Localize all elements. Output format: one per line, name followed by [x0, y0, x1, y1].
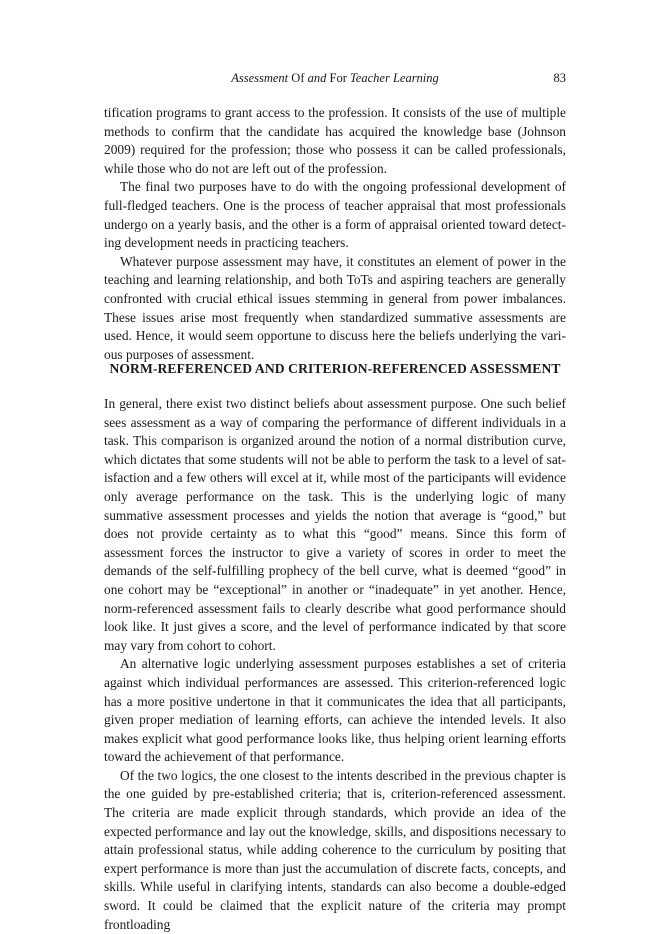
section-heading: NORM-REFERENCED AND CRITERION-REFERENCED ASSESSMENT	[109, 361, 561, 376]
paragraph: Of the two logics, the one closest to the intents described in the previous chapter is the one guided by pre-established criteria; that is, criterion-referenced assessment. The criteria are made explicit through standards, which provide an idea of the expected performance and lay out the knowledge, skills, and dispositions necessary to attain professional status, while adding coherence to the curriculum by positing that expert performance is more than just the accumulation of discrete facts, concepts, and skills. While useful in clarifying intents, standards can also become a double-edged sword. It could be claimed that the explicit nature of the criteria may prompt frontloading	[104, 767, 566, 932]
continued-text	[104, 104, 566, 364]
section-body	[104, 395, 566, 934]
paragraph: In general, there exist two distinct beliefs about assessment purpose. One such belief sees assessment as a way of comparing the performance of different individuals in a task. This comparison is organized around the notion of a normal distribution curve, which dictates that some students will not be able to perform the task to a level of satisfaction and a few others will excel at it, while most of the participants will evidence only average performance on the task. This is the underlying logic of many summative assessment processes and yields the notion that average is “good,” but does not provide certainty as to what this “good” means. Since this form of assessment forces the instructor to give a variety of scores in order to meet the demands of the self-fulfilling prophecy of the bell curve, what is deemed “good” in one cohort may be “exceptional” in another or “inadequate” in yet another. Hence, norm-referenced assessment fails to clearly describe what good performance should look like. It just gives a score, and the level of performance indicated by that score may vary from cohort to cohort.	[104, 396, 566, 653]
running-header	[104, 69, 566, 87]
paragraph: tification programs to grant access to the profession. It consists of the use of multiple methods to confirm that the candidate has acquired the knowledge base (Johnson 2009) required for the profession; those who possess it can be called professionals, while those who do not are left out of the profession.	[104, 105, 566, 176]
paragraph: The final two purposes have to do with the ongoing professional development of full-fledged teachers. One is the process of teacher appraisal that most professionals undergo on a yearly basis, and the other is a form of appraisal oriented toward detecting development needs in practicing teachers.	[104, 179, 566, 251]
paragraph: An alternative logic underlying assessment purposes establishes a set of criteria against which individual performances are assessed. This criterion-referenced logic has a more positive undertone in that it communicates the idea that all participants, given proper mediation of learning efforts, can achieve the intended levels. It also makes explicit what good performance looks like, thus helping orient learning efforts toward the achievement of that performance.	[104, 656, 566, 765]
paragraph: Whatever purpose assessment may have, it constitutes an element of power in the teaching and learning relationship, and both ToTs and aspiring teachers are generally confronted with crucial ethical issues stemming in general from power imbalances. These issues arise most frequently when standardized summative assessments are used. Hence, it would seem opportune to discuss here the beliefs underlying the various purposes of assessment.	[104, 253, 566, 362]
running-title: Assessment Of and For Teacher Learning	[231, 71, 439, 85]
page-number: 83	[553, 71, 566, 85]
